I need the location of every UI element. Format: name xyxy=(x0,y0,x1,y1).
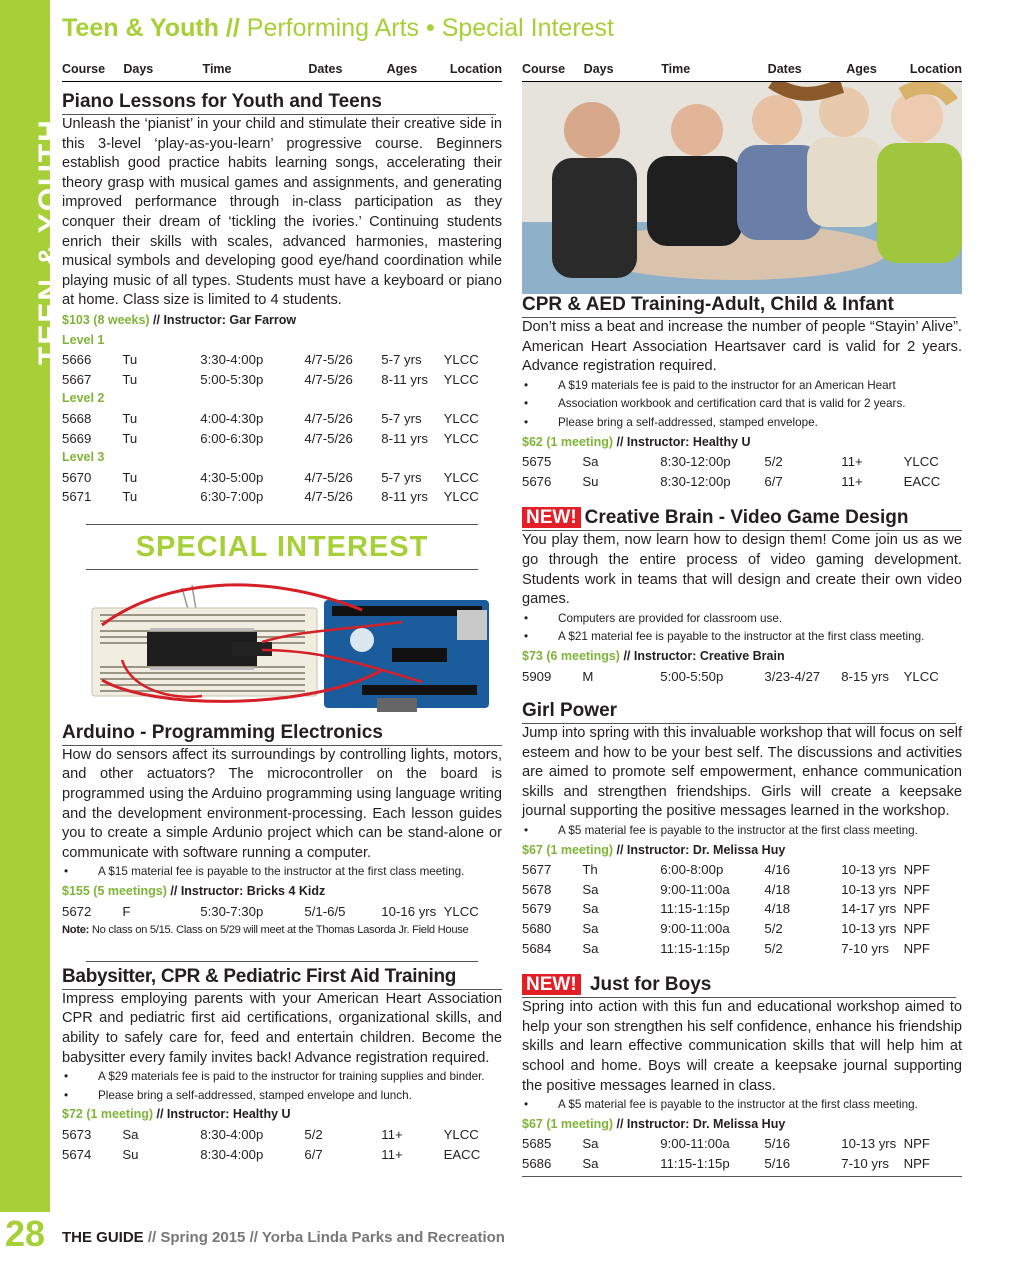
days-cell: Sa xyxy=(582,940,599,956)
ages-cell: 10-13 yrs xyxy=(841,921,897,937)
arduino-rows xyxy=(62,902,502,922)
days-cell: Tu xyxy=(122,410,138,426)
ages-cell: 10-13 yrs xyxy=(841,862,897,878)
table-row xyxy=(62,1145,502,1165)
level-1-label: Level 1 xyxy=(62,332,105,347)
dates-cell: 4/18 xyxy=(764,901,791,917)
page-header xyxy=(62,14,614,43)
location-cell: NPF xyxy=(903,862,930,878)
boys-title-line xyxy=(522,974,956,998)
time-cell: 6:30-7:00p xyxy=(200,489,264,505)
column-header-right xyxy=(522,62,962,82)
ages-cell: 11+ xyxy=(381,1146,403,1162)
videogame-rows xyxy=(522,667,962,687)
table-row xyxy=(62,902,502,922)
ages-cell: 8-11 yrs xyxy=(381,430,428,446)
boys-fee-line xyxy=(522,1115,962,1135)
col-location: Location xyxy=(449,62,502,76)
days-cell: Tu xyxy=(122,430,138,446)
course-number: 5667 xyxy=(62,371,92,387)
dates-cell: 6/7 xyxy=(764,473,783,489)
level-3-label: Level 3 xyxy=(62,450,105,465)
col-course: Course xyxy=(522,62,566,76)
girlpower-bullet-1: • A $5 material fee is payable to the instructor at the first class meeting. xyxy=(522,822,962,841)
days-cell: Sa xyxy=(122,1126,139,1142)
table-row xyxy=(522,880,962,900)
dates-cell: 4/7-5/26 xyxy=(304,371,353,387)
dates-cell: 5/16 xyxy=(764,1136,791,1152)
location-cell: YLCC xyxy=(903,454,939,470)
girlpower-rows xyxy=(522,860,962,958)
boys-bullet-1: • A $5 material fee is payable to the instructor at the first class meeting. xyxy=(522,1096,962,1115)
location-cell: YLCC xyxy=(443,903,479,919)
time-cell: 5:30-7:30p xyxy=(200,903,264,919)
time-cell: 3:30-4:00p xyxy=(200,352,264,368)
days-cell: Sa xyxy=(582,1136,599,1152)
arduino-bullet-1: • A $15 material fee is payable to the instructor at the first class meeting. xyxy=(62,863,502,882)
course-number: 5679 xyxy=(522,901,552,917)
arduino-photo xyxy=(62,570,502,720)
location-cell: NPF xyxy=(903,940,930,956)
piano-description: Unleash the ‘pianist’ in your child and stimulate their creative side in this 3-level ‘play-as-you-learn’ progressive course. Beginners establish good practice habits learning songs, accelerating their theory grasp with musical games and assignments, and generating improved performance through in-class participation as they conquer their dream of ‘tickling the ivories.’ Continuing students enrich their skills with scales, advanced harmonies, mastering musical symbols and developing good eye/hand coordination while playing music of all types. Students must have a keyboard or piano at home. Class size is limited to 4 students. xyxy=(62,116,502,309)
table-row xyxy=(522,899,962,919)
table-row xyxy=(62,409,502,429)
cpr-fee: $62 (1 meeting) xyxy=(522,434,614,449)
arduino-description: How do sensors affect its surroundings by controlling lights, motors, and other actuators? The microcontroller on the board is programmed using the Arduino programming using language writing and the development environment-processing. Each lesson guides you to create a simple Ardunio project which can be stand-alone or communicate with software running a computer. xyxy=(62,746,502,861)
time-cell: 6:00-6:30p xyxy=(200,430,264,446)
course-number: 5676 xyxy=(522,473,552,489)
dates-cell: 4/7-5/26 xyxy=(304,410,353,426)
course-number: 5684 xyxy=(522,940,552,956)
location-cell: NPF xyxy=(903,921,930,937)
table-row xyxy=(522,452,962,472)
location-cell: YLCC xyxy=(443,430,479,446)
location-cell: YLCC xyxy=(443,352,479,368)
location-cell: NPF xyxy=(903,901,930,917)
babysitter-instructor: // Instructor: Healthy U xyxy=(153,1107,291,1122)
dates-cell: 5/2 xyxy=(764,921,783,937)
babysitter-fee: $72 (1 meeting) xyxy=(62,1107,154,1122)
cpr-instructor: // Instructor: Healthy U xyxy=(613,434,751,449)
footer-sep-1: // xyxy=(143,1229,161,1246)
note-text: No class on 5/15. Class on 5/29 will meet at the Thomas Lasorda Jr. Field House xyxy=(89,924,469,937)
babysitter-rows xyxy=(62,1125,502,1164)
location-cell: YLCC xyxy=(443,489,479,505)
dates-cell: 4/7-5/26 xyxy=(304,352,353,368)
dates-cell: 5/2 xyxy=(304,1126,323,1142)
new-badge: NEW! xyxy=(522,507,581,528)
ages-cell: 10-13 yrs xyxy=(841,881,897,897)
course-number: 5672 xyxy=(62,903,92,919)
course-number: 5670 xyxy=(62,469,92,485)
left-column xyxy=(62,62,502,1164)
girlpower-instructor: // Instructor: Dr. Melissa Huy xyxy=(613,842,786,857)
col-dates: Dates xyxy=(767,62,802,76)
babysitter-title: Babysitter, CPR & Pediatric First Aid Training xyxy=(62,966,502,990)
location-cell: NPF xyxy=(903,1155,930,1171)
babysitter-bullet-2: • Please bring a self-addressed, stamped envelope and lunch. xyxy=(62,1087,502,1106)
days-cell: Sa xyxy=(582,454,599,470)
days-cell: Tu xyxy=(122,489,138,505)
course-number: 5666 xyxy=(62,352,92,368)
table-row xyxy=(62,487,502,507)
course-number: 5680 xyxy=(522,921,552,937)
ages-cell: 7-10 yrs xyxy=(841,1155,889,1171)
course-number: 5677 xyxy=(522,862,552,878)
course-number: 5669 xyxy=(62,430,92,446)
time-cell: 9:00-11:00a xyxy=(660,881,730,897)
time-cell: 4:00-4:30p xyxy=(200,410,264,426)
arduino-fee-line xyxy=(62,882,502,902)
dates-cell: 4/18 xyxy=(764,881,791,897)
ages-cell: 10-16 yrs xyxy=(381,903,437,919)
cpr-title: CPR & AED Training-Adult, Child & Infant xyxy=(522,294,956,318)
time-cell: 6:00-8:00p xyxy=(660,862,724,878)
cpr-bullet-1-line2: Association workbook and certification card that is valid for 2 years. xyxy=(558,397,906,411)
ages-cell: 14-17 yrs xyxy=(841,901,897,917)
table-row xyxy=(522,939,962,959)
header-section: Teen & Youth xyxy=(62,14,219,42)
dates-cell: 3/23-4/27 xyxy=(764,668,821,684)
course-number: 5671 xyxy=(62,489,92,505)
time-cell: 8:30-12:00p xyxy=(660,473,731,489)
dates-cell: 5/16 xyxy=(764,1155,791,1171)
girlpower-title: Girl Power xyxy=(522,700,956,724)
girlpower-description: Jump into spring with this invaluable workshop that will focus on self esteem and how to be your best self. The discussions and activities are aimed to promote self empowerment, enhance communication skills and strengthen friendships. Girls will create a keepsake journal supporting the positive messages learned in the workshop. xyxy=(522,725,962,820)
table-row xyxy=(522,919,962,939)
course-number: 5673 xyxy=(62,1126,92,1142)
location-cell: EACC xyxy=(903,473,941,489)
piano-fee: $103 (8 weeks) xyxy=(62,312,150,327)
days-cell: Tu xyxy=(122,469,138,485)
videogame-description: You play them, now learn how to design them! Come join us as we go through the entire process of video gaming development. Students work in teams that will design and create their own video games. xyxy=(522,532,962,608)
footer-sep-2: // xyxy=(245,1229,262,1246)
cpr-rows xyxy=(522,452,962,491)
arduino-note xyxy=(62,921,502,941)
piano-rows-l3 xyxy=(62,468,502,507)
ages-cell: 10-13 yrs xyxy=(841,1136,897,1152)
girlpower-fee-line xyxy=(522,841,962,861)
boys-instructor: // Instructor: Dr. Melissa Huy xyxy=(613,1116,786,1131)
days-cell: Th xyxy=(582,862,598,878)
table-row xyxy=(62,370,502,390)
time-cell: 8:30-12:00p xyxy=(660,454,731,470)
level-2-label: Level 2 xyxy=(62,391,105,406)
sidebar-band xyxy=(0,0,66,1212)
new-badge: NEW! xyxy=(522,974,581,995)
table-row xyxy=(522,1134,962,1154)
videogame-title: Creative Brain - Video Game Design xyxy=(584,507,909,529)
cpr-bullet-1: • A $19 materials fee is paid to the instructor for an American Heart xyxy=(522,377,962,396)
ages-cell: 5-7 yrs xyxy=(381,469,422,485)
ages-cell: 7-10 yrs xyxy=(841,940,889,956)
videogame-title-line xyxy=(522,507,962,531)
dates-cell: 4/7-5/26 xyxy=(304,469,353,485)
arduino-title: Arduino - Programming Electronics xyxy=(62,722,502,746)
ages-cell: 11+ xyxy=(841,473,863,489)
days-cell: Sa xyxy=(582,881,599,897)
header-separator: // xyxy=(225,14,240,42)
time-cell: 5:00-5:30p xyxy=(200,371,264,387)
col-location: Location xyxy=(909,62,962,76)
days-cell: Tu xyxy=(122,352,138,368)
course-number: 5678 xyxy=(522,881,552,897)
col-time: Time xyxy=(661,62,691,76)
days-cell: Sa xyxy=(582,901,599,917)
special-interest-heading: SPECIAL INTEREST xyxy=(86,524,478,570)
course-number: 5909 xyxy=(522,668,552,684)
babysitter-description: Impress employing parents with your American Heart Association CPR and pediatric first aid certifications, organizational skills, and ability to safely care for, feed and entertain children. Become the babysitter every family invites back! Advance registration required. xyxy=(62,990,502,1066)
table-row xyxy=(522,472,962,492)
time-cell: 8:30-4:00p xyxy=(200,1146,264,1162)
cpr-bullet-2: • Please bring a self-addressed, stamped envelope. xyxy=(522,414,962,433)
boys-description: Spring into action with this fun and educational workshop aimed to help your son strengthen his self confidence, enhance his friendship skills and learn effective communication skills that will help him at school and home. Boys will create a keepsake journal supporting the positive messages learned in class. xyxy=(522,999,962,1094)
sidebar-label: TEEN & YOUTH xyxy=(33,118,66,365)
location-cell: YLCC xyxy=(443,469,479,485)
location-cell: NPF xyxy=(903,1136,930,1152)
time-cell: 4:30-5:00p xyxy=(200,469,264,485)
course-number: 5675 xyxy=(522,454,552,470)
dates-cell: 4/16 xyxy=(764,862,791,878)
boys-title: Just for Boys xyxy=(589,974,712,996)
col-ages: Ages xyxy=(386,62,418,76)
piano-instructor: // Instructor: Gar Farrow xyxy=(149,312,297,327)
footer-org: Yorba Linda Parks and Recreation xyxy=(261,1229,505,1246)
girlpower-fee: $67 (1 meeting) xyxy=(522,842,614,857)
col-ages: Ages xyxy=(846,62,877,76)
course-number: 5674 xyxy=(62,1146,92,1162)
days-cell: M xyxy=(582,668,594,684)
page-number: 28 xyxy=(4,1213,46,1254)
days-cell: Sa xyxy=(582,921,599,937)
ages-cell: 8-11 yrs xyxy=(381,371,428,387)
cpr-fee-line xyxy=(522,433,962,453)
days-cell: F xyxy=(122,903,131,919)
table-row xyxy=(522,1154,962,1174)
piano-fee-line xyxy=(62,311,502,331)
time-cell: 11:15-1:15p xyxy=(660,1155,730,1171)
col-course: Course xyxy=(62,62,106,76)
dates-cell: 4/7-5/26 xyxy=(304,489,353,505)
cpr-description: Don’t miss a beat and increase the number of people “Stayin’ Alive”. American Heart Association Heartsaver card is valid for 2 years. Advance registration required. xyxy=(522,319,962,375)
header-subsections: Performing Arts • Special Interest xyxy=(246,14,615,42)
course-number: 5668 xyxy=(62,410,92,426)
days-cell: Sa xyxy=(582,1155,599,1171)
ages-cell: 11+ xyxy=(381,1126,403,1142)
dates-cell: 5/2 xyxy=(764,454,783,470)
dates-cell: 4/7-5/26 xyxy=(304,430,353,446)
time-cell: 9:00-11:00a xyxy=(660,1136,730,1152)
table-row xyxy=(62,350,502,370)
videogame-fee: $73 (6 meetings) xyxy=(522,648,620,663)
time-cell: 5:00-5:50p xyxy=(660,668,724,684)
piano-rows-l2 xyxy=(62,409,502,448)
videogame-instructor: // Instructor: Creative Brain xyxy=(619,648,785,663)
table-row xyxy=(522,860,962,880)
videogame-fee-line xyxy=(522,647,962,667)
note-label: Note: xyxy=(62,924,90,937)
col-days: Days xyxy=(123,62,154,76)
piano-title: Piano Lessons for Youth and Teens xyxy=(62,91,496,115)
footer-season: Spring 2015 xyxy=(160,1229,246,1246)
time-cell: 11:15-1:15p xyxy=(660,940,730,956)
arduino-fee: $155 (5 meetings) xyxy=(62,884,167,899)
location-cell: NPF xyxy=(903,881,930,897)
time-cell: 9:00-11:00a xyxy=(660,921,730,937)
days-cell: Tu xyxy=(122,371,138,387)
location-cell: YLCC xyxy=(443,371,479,387)
babysitter-bullet-1: • A $29 materials fee is paid to the instructor for training supplies and binder. xyxy=(62,1068,502,1087)
table-row xyxy=(62,429,502,449)
arduino-instructor: // Instructor: Bricks 4 Kidz xyxy=(166,884,326,899)
time-cell: 11:15-1:15p xyxy=(660,901,730,917)
col-dates: Dates xyxy=(308,62,343,76)
ages-cell: 5-7 yrs xyxy=(381,352,422,368)
course-number: 5685 xyxy=(522,1136,552,1152)
location-cell: YLCC xyxy=(903,668,939,684)
cpr-photo xyxy=(522,82,962,294)
right-column xyxy=(522,62,962,1177)
col-time: Time xyxy=(202,62,232,76)
piano-rows-l1 xyxy=(62,350,502,389)
location-cell: YLCC xyxy=(443,1126,479,1142)
course-number: 5686 xyxy=(522,1155,552,1171)
days-cell: Su xyxy=(582,473,599,489)
ages-cell: 8-11 yrs xyxy=(381,489,428,505)
dates-cell: 6/7 xyxy=(304,1146,323,1162)
time-cell: 8:30-4:00p xyxy=(200,1126,264,1142)
footer xyxy=(62,1229,505,1246)
babysitter-fee-line xyxy=(62,1105,502,1125)
footer-guide: THE GUIDE xyxy=(62,1229,144,1246)
location-cell: EACC xyxy=(443,1146,481,1162)
ages-cell: 8-15 yrs xyxy=(841,668,889,684)
videogame-bullet-1: • Computers are provided for classroom use. xyxy=(522,610,962,629)
videogame-bullet-2: • A $21 material fee is payable to the instructor at the first class meeting. xyxy=(522,628,962,647)
dates-cell: 5/1-6/5 xyxy=(304,903,346,919)
dates-cell: 5/2 xyxy=(764,940,783,956)
table-row xyxy=(62,1125,502,1145)
location-cell: YLCC xyxy=(443,410,479,426)
ages-cell: 11+ xyxy=(841,454,863,470)
boys-fee: $67 (1 meeting) xyxy=(522,1116,614,1131)
arduino-board-image xyxy=(62,570,502,720)
table-row xyxy=(62,468,502,488)
cpr-bullet-1-cont xyxy=(522,395,962,414)
col-days: Days xyxy=(583,62,614,76)
table-row xyxy=(522,667,962,687)
ages-cell: 5-7 yrs xyxy=(381,410,422,426)
boys-rows xyxy=(522,1134,962,1173)
column-header xyxy=(62,62,502,82)
cpr-class-image xyxy=(522,82,962,294)
days-cell: Su xyxy=(122,1146,139,1162)
